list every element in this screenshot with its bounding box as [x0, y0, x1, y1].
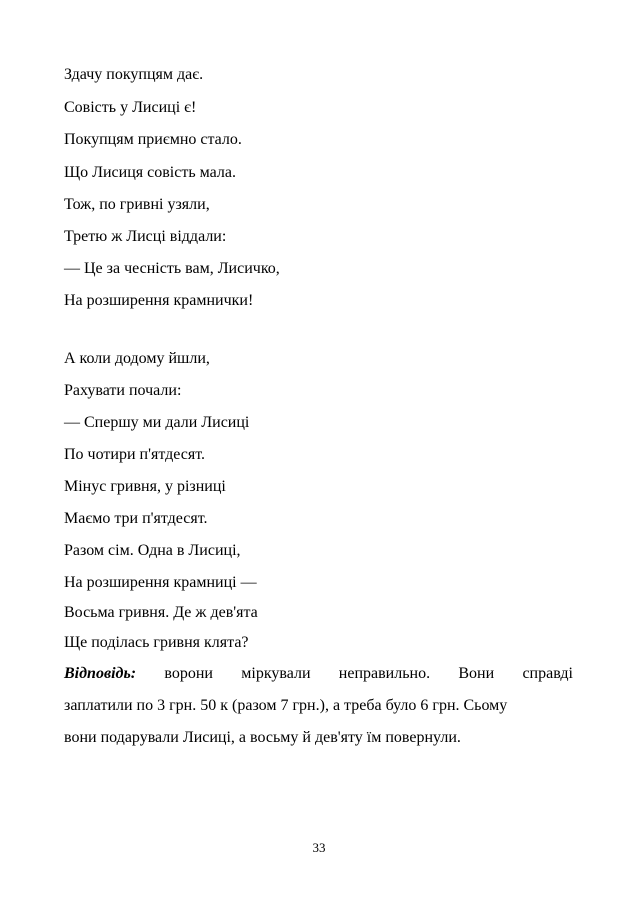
poem-line: Ще поділась гривня клята?: [64, 634, 249, 651]
poem-line: — Це за чесність вам, Лисичко,: [64, 260, 280, 277]
answer-line-3: вони подарували Лисиці, а восьму й дев'яту їм повернули.: [64, 729, 461, 746]
answer-word: неправильно.: [338, 665, 431, 682]
answer-line-2: заплатили по 3 грн. 50 к (разом 7 грн.), а треба було 6 грн. Сьому: [64, 697, 508, 714]
poem-line: Совість у Лисиці є!: [64, 99, 197, 116]
poem-line: Разом сім. Одна в Лисиці,: [64, 542, 241, 559]
poem-line: — Спершу ми дали Лисиці: [64, 414, 250, 431]
answer-word: ворони: [164, 665, 213, 682]
poem-line: Здачу покупцям дає.: [64, 66, 204, 83]
poem-line: Що Лисиця совість мала.: [64, 164, 236, 181]
answer-word: справді: [522, 665, 573, 682]
poem-line: Покупцям приємно стало.: [64, 131, 242, 148]
poem-line: Маємо три п'ятдесят.: [64, 510, 208, 527]
answer-word: Вони: [458, 665, 495, 682]
poem-line: Мінус гривня, у різниці: [64, 478, 226, 495]
poem-line: На розширення крамниці —: [64, 574, 257, 591]
poem-line: По чотири п'ятдесят.: [64, 446, 205, 463]
poem-line: Тож, по гривні узяли,: [64, 196, 210, 213]
poem-line: На розширення крамнички!: [64, 292, 254, 309]
answer-word: міркували: [241, 665, 311, 682]
page-number: 33: [312, 840, 326, 855]
poem-line: Восьма гривня. Де ж дев'ята: [64, 604, 258, 621]
poem-line: Третю ж Лисці віддали:: [64, 228, 227, 245]
poem-line: А коли додому йшли,: [64, 350, 210, 367]
poem-line: Рахувати почали:: [64, 382, 182, 399]
answer-line-1: [64, 664, 573, 684]
answer-label: Відповідь:: [64, 665, 137, 682]
